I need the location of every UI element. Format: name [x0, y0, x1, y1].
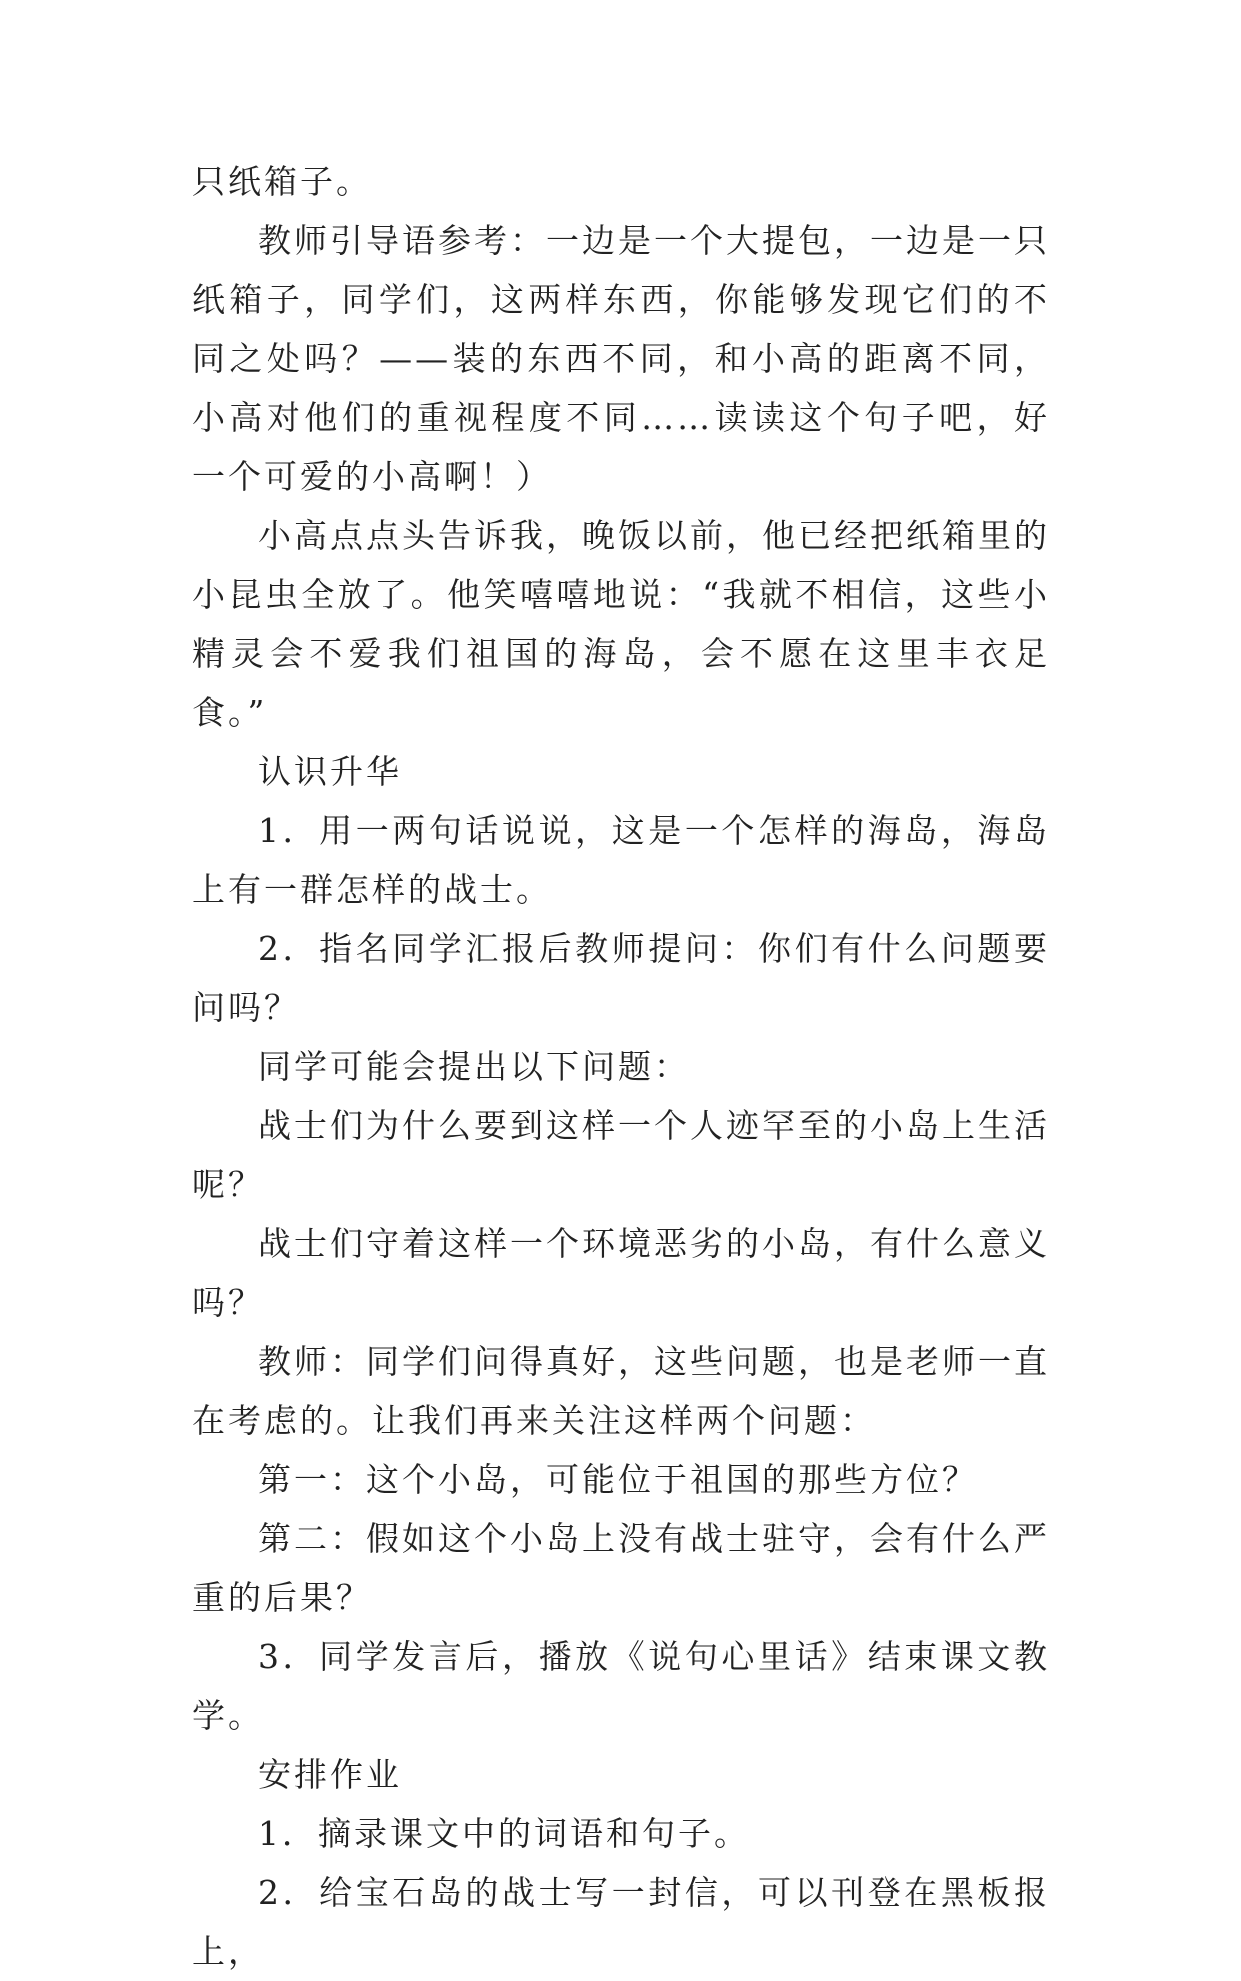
question-2: 战士们守着这样一个环境恶劣的小岛，有什么意义吗？: [192, 1224, 1050, 1322]
paragraph-continuation: 只纸箱子。: [192, 162, 372, 201]
document-body: [192, 152, 1050, 1981]
paragraph-student-questions-intro: 同学可能会提出以下问题：: [258, 1047, 690, 1086]
paragraph-teacher-response: 教师：同学们问得真好，这些问题，也是老师一直在考虑的。让我们再来关注这样两个问题：: [192, 1342, 1050, 1440]
paragraph-teacher-guide: 教师引导语参考：一边是一个大提包，一边是一只纸箱子，同学们，这两样东西，你能够发现它们的不同之处吗？——装的东西不同，和小高的距离不同，小高对他们的重视程度不同……读读这个句子吧，好一个可爱的小高啊！）: [192, 221, 1050, 496]
section-heading-understanding: 认识升华: [258, 752, 402, 791]
homework-item-1: 1．摘录课文中的词语和句子。: [258, 1814, 750, 1853]
section-heading-homework: 安排作业: [258, 1755, 402, 1794]
focus-question-2: 第二：假如这个小岛上没有战士驻守，会有什么严重的后果？: [192, 1519, 1050, 1617]
list-item-1: 1．用一两句话说说，这是一个怎样的海岛，海岛上有一群怎样的战士。: [192, 811, 1050, 909]
list-item-2: 2．指名同学汇报后教师提问：你们有什么问题要问吗？: [192, 929, 1050, 1027]
focus-question-1: 第一：这个小岛，可能位于祖国的那些方位？: [258, 1460, 978, 1499]
question-1: 战士们为什么要到这样一个人迹罕至的小岛上生活呢？: [192, 1106, 1050, 1204]
list-item-3: 3．同学发言后，播放《说句心里话》结束课文教学。: [192, 1637, 1050, 1735]
homework-item-2: 2．给宝石岛的战士写一封信，可以刊登在黑板报上，: [192, 1873, 1050, 1971]
paragraph-xiaogao-release: 小高点点头告诉我，晚饭以前，他已经把纸箱里的小昆虫全放了。他笑嘻嘻地说：“我就不相信，这些小精灵会不爱我们祖国的海岛，会不愿在这里丰衣足食。”: [192, 516, 1050, 732]
